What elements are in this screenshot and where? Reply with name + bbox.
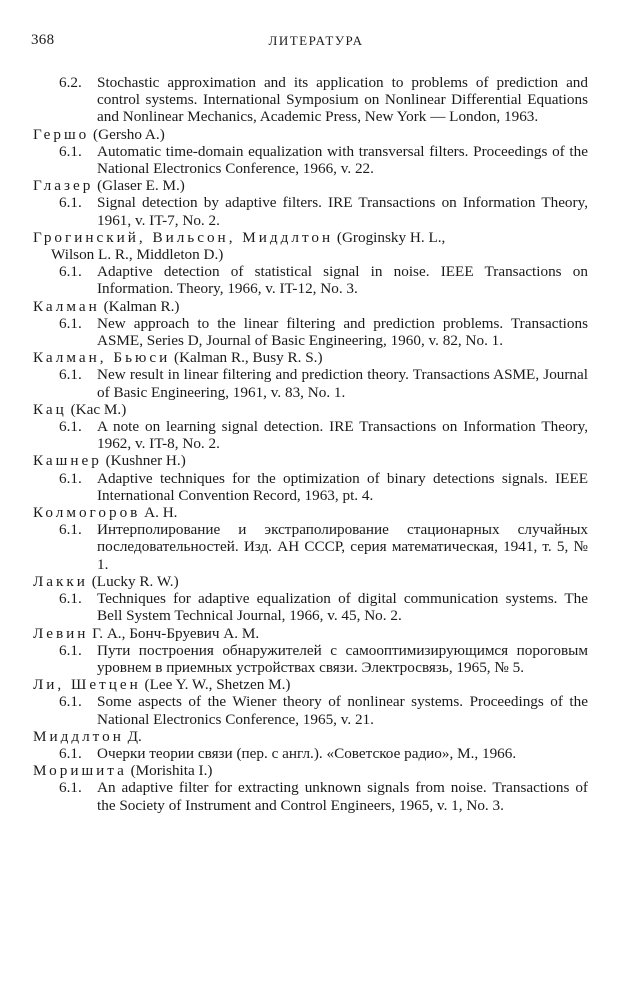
- author-name: Лакки: [33, 572, 88, 590]
- work-number: 6.2.: [59, 74, 82, 91]
- bibliography-author: [33, 349, 588, 366]
- work-number: 6.1.: [59, 263, 82, 281]
- bibliography-list: [33, 74, 588, 814]
- bibliography-work: [33, 418, 588, 452]
- work-text: New result in linear filtering and prediction theory. Transactions ASME, Journal of Basic Engineering, 1961, v. 83, No. 1.: [97, 366, 588, 401]
- author-name: Моришита: [33, 762, 127, 780]
- work-text: Adaptive detection of statistical signal in noise. IEEE Transactions on Information. Theory, 1966, v. IT-12, No. 3.: [97, 263, 588, 298]
- author-name: Калман, Бьюси: [33, 349, 171, 367]
- bibliography-work: [33, 642, 588, 676]
- author-name: Кац: [33, 400, 67, 418]
- author-name: Левин: [33, 624, 89, 642]
- author-name: Грогинский, Вильсон, Миддлтон: [33, 228, 334, 246]
- work-text: New approach to the linear filtering and prediction problems. Transactions ASME, Series D, Journal of Basic Engineering, 1960, v. 82, No. 1.: [97, 314, 588, 350]
- bibliography-author: [33, 676, 588, 693]
- bibliography-author: [33, 229, 588, 246]
- author-name: Глазер: [33, 177, 94, 195]
- work-text: Some aspects of the Wiener theory of nonlinear systems. Proceedings of the National Electronics Conference, 1965, v. 21.: [97, 693, 588, 728]
- work-text: Techniques for adaptive equalization of digital communication systems. The Bell System Technical Journal, 1966, v. 45, No. 2.: [97, 590, 588, 625]
- work-number: 6.1.: [59, 194, 82, 212]
- bibliography-work: [33, 590, 588, 624]
- work-text: Signal detection by adaptive filters. IRE Transactions on Information Theory, 1961, v. IT-7, No. 2.: [97, 194, 588, 229]
- author-latin: (Lee Y. W., Shetzen M.): [144, 676, 291, 694]
- bibliography-author: [33, 452, 588, 469]
- work-text: Adaptive techniques for the optimization of binary detections signals. IEEE International Convention Record, 1963, pt. 4.: [97, 469, 588, 504]
- work-number: 6.1.: [59, 693, 82, 711]
- author-name: Миддлтон: [33, 727, 124, 745]
- bibliography-author: [33, 762, 588, 779]
- bibliography-work: [33, 470, 588, 504]
- author-latin-cont: Wilson L. R., Middleton D.): [51, 246, 224, 264]
- author-name: Гершо: [33, 125, 90, 143]
- work-number: 6.1.: [59, 641, 82, 659]
- work-text: A note on learning signal detection. IRE Transactions on Information Theory, 1962, v. IT-8, No. 2.: [97, 418, 588, 453]
- bibliography-work: [33, 315, 588, 349]
- author-latin: (Morishita I.): [130, 762, 213, 780]
- bibliography-author: [33, 177, 588, 194]
- work-text: Пути построения обнаружителей с самооптимизирующимся пороговым уровнем в приемных устройствах связи. Электросвязь, 1965, № 5.: [97, 641, 588, 676]
- author-name: Колмогоров: [33, 504, 141, 522]
- running-title: ЛИТЕРАТУРА: [268, 33, 364, 48]
- author-latin: (Kac M.): [70, 400, 127, 418]
- bibliography-work: [33, 74, 588, 126]
- author-latin: Г. А., Бонч-Бруевич А. М.: [92, 624, 260, 642]
- author-latin: (Gersho A.): [93, 125, 165, 143]
- author-name: Кашнер: [33, 452, 102, 470]
- work-number: 6.1.: [59, 142, 82, 160]
- work-number: 6.1.: [59, 366, 82, 384]
- author-latin: (Kalman R., Busy R. S.): [174, 349, 323, 367]
- bibliography-author: [33, 401, 588, 418]
- bibliography-work: [33, 143, 588, 177]
- work-text: An adaptive filter for extracting unknown signals from noise. Transactions of the Society of Instrument and Control Engineers, 1965, v. 1, No. 3.: [97, 779, 588, 814]
- work-text: Очерки теории связи (пер. с англ.). «Советское радио», М., 1966.: [97, 744, 517, 762]
- author-latin: Д.: [127, 727, 142, 745]
- work-number: 6.1.: [59, 418, 82, 436]
- work-text: Stochastic approximation and its application to problems of prediction and control systems. International Symposium on Nonlinear Differential Equations and Nonlinear Mechanics, Academic Press, New York — London, 1963.: [97, 74, 588, 126]
- work-number: 6.1.: [59, 744, 82, 762]
- author-latin: (Kalman R.): [103, 297, 180, 315]
- page-number: 368: [31, 32, 55, 48]
- bibliography-work: [33, 263, 588, 297]
- work-number: 6.1.: [59, 469, 82, 487]
- bibliography-work: [33, 745, 588, 762]
- bibliography-author: [33, 298, 588, 315]
- work-text: Интерполирование и экстраполирование стационарных случайных последовательностей. Изд. АН СССР, серия математическая, 1941, т. 5, № 1.: [97, 521, 588, 573]
- author-latin: (Groginsky H. L.,: [336, 228, 446, 246]
- work-number: 6.1.: [59, 521, 82, 539]
- bibliography-author: [33, 504, 588, 521]
- bibliography-author: [33, 625, 588, 642]
- author-latin: А. Н.: [144, 504, 178, 522]
- bibliography-author: [33, 126, 588, 143]
- author-name: Ли, Шетцен: [33, 676, 141, 694]
- work-number: 6.1.: [59, 779, 82, 797]
- bibliography-work: [33, 521, 588, 573]
- bibliography-work: [33, 779, 588, 813]
- bibliography-work: [33, 693, 588, 727]
- author-latin: (Kushner H.): [105, 452, 186, 470]
- bibliography-work: [33, 194, 588, 228]
- bibliography-work: [33, 366, 588, 400]
- author-name: Калман: [33, 297, 100, 315]
- bibliography-author-continued: [33, 246, 588, 263]
- work-number: 6.1.: [59, 590, 82, 608]
- author-latin: (Lucky R. W.): [91, 572, 179, 590]
- work-text: Automatic time-domain equalization with transversal filters. Proceedings of the National Electronics Conference, 1966, v. 22.: [97, 142, 588, 178]
- bibliography-author: [33, 728, 588, 745]
- author-latin: (Glaser E. M.): [97, 177, 185, 195]
- bibliography-author: [33, 573, 588, 590]
- work-number: 6.1.: [59, 314, 82, 332]
